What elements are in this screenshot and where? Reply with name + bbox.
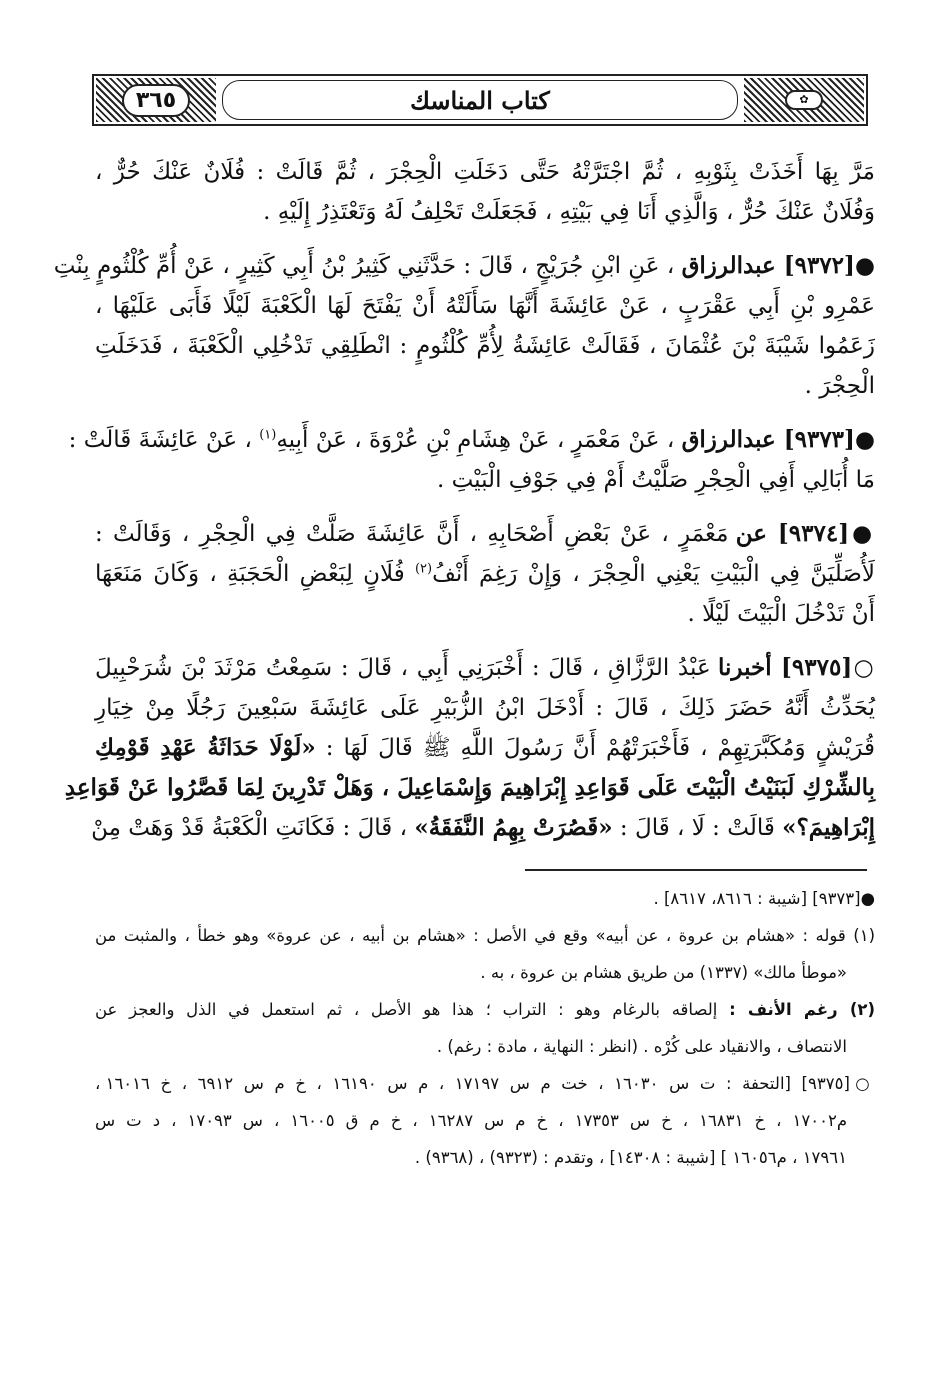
footnote-marker: (١) — [259, 427, 277, 443]
text-segment: قَالَتْ : لَا ، قَالَ : — [612, 815, 783, 841]
paragraph-gap — [95, 232, 875, 246]
footnote-line — [95, 1102, 875, 1139]
text-line — [91, 808, 875, 848]
text-line — [95, 688, 875, 728]
text-segment: ●[٩٣٧٤] عن — [735, 520, 876, 547]
page-header — [92, 74, 868, 126]
book-seal-ornament — [744, 78, 864, 122]
text-segment: بِالشِّرْكِ لَبَنَيْتُ الْبَيْتَ عَلَى قَوَاعِدِ إِبْرَاهِيمَ وَإِسْمَاعِيلَ ، وَهَلْ تَدْرِينَ لِمَا قَصَّرُوا عَنْ قَوَاعِدِ — [64, 774, 875, 801]
text-segment: ○[٩٣٧٥] أخبرنا — [717, 654, 875, 681]
text-line — [64, 768, 875, 808]
footnote-marker: (٢) — [414, 561, 433, 577]
footnote-line — [95, 991, 875, 1028]
text-line — [95, 514, 875, 554]
text-line — [95, 152, 875, 192]
text-segment: عَمْرِو بْنِ أَبِي عَقْرَبٍ ، عَنْ عَائِشَةَ أَنَّهَا سَأَلَتْهُ أَنْ يَفْتَحَ لَهَا الْكَعْبَةَ لَيْلًا فَأَبَى عَلَيْهَا ، — [95, 293, 875, 319]
text-line — [68, 420, 875, 460]
paragraph-gap — [95, 406, 875, 420]
text-segment: (١) قوله : «هشام بن عروة ، عن أبيه» وقع في الأصل : «هشام بن أبيه ، عن عروة» وهو خطأ ، والمثبت من — [95, 926, 875, 945]
text-segment: ، عَنِ ابْنِ جُرَيْجٍ ، قَالَ : حَدَّثَنِي كَثِيرُ بْنُ أَبِي كَثِيرٍ ، عَنْ أُمِّ كُلْثُومٍ بِنْتِ — [53, 253, 682, 279]
text-line — [95, 286, 875, 326]
text-segment: ●[٩٣٧٢] عبدالرزاق — [681, 252, 875, 279]
text-segment: (٢) رغم الأنف : — [729, 1000, 875, 1019]
text-line — [95, 594, 875, 634]
text-segment: مَرَّ بِهَا أَخَذَتْ بِثَوْبِهِ ، ثُمَّ اجْتَرَّتْهُ حَتَّى دَخَلَتِ الْحِجْرَ ، ثُمَّ قَالَتْ : فُلَانٌ عَنْكَ حُرٌّ ، — [95, 159, 875, 185]
footnote-line — [95, 1139, 875, 1176]
text-segment: «قَصُرَتْ بِهِمُ النَّفَقَةُ» — [414, 814, 613, 841]
text-segment: عَبْدُ الرَّزَّاقِ ، قَالَ : أَخْبَرَنِي أَبِي ، قَالَ : سَمِعْتُ مَرْثَدَ بْنَ شُرَحْبِيلَ — [95, 655, 718, 681]
footnote-line — [95, 954, 875, 991]
text-line — [53, 246, 875, 286]
text-line — [95, 728, 875, 768]
footnote-divider — [525, 869, 867, 871]
chapter-title-frame — [222, 80, 738, 120]
footnote-line — [95, 1065, 875, 1102]
text-segment: إلصاقه بالرغام وهو : التراب ؛ هذا هو الأصل ، ثم استعمل في الذل والعجز عن — [95, 1000, 730, 1019]
text-segment: قُرَيْشٍ وَمُكَبَّرَتِهِمْ ، فَأَخْبَرَتْهُمْ أَنَّ رَسُولَ اللَّهِ ﷺ قَالَ لَهَا : — [315, 735, 875, 761]
text-segment: ١٧٩٦١ ، م١٦٠٥٦ ] [شيبة : ١٤٣٠٨] ، وتقدم : (٩٣٢٣) ، (٩٣٦٨) . — [414, 1148, 847, 1167]
text-segment: وَفُلَانٌ عَنْكَ حُرٌّ ، وَالَّذِي أَنَا فِي بَيْتِهِ ، فَجَعَلَتْ تَحْلِفُ لَهُ وَتَعْتَذِرُ إِلَيْهِ . — [263, 199, 875, 225]
text-segment: أَنْ تَدْخُلَ الْبَيْتَ لَيْلًا . — [687, 601, 875, 627]
text-line — [95, 326, 875, 366]
footnote-line — [95, 880, 875, 917]
page-number-ornament — [96, 78, 216, 122]
text-segment: ، قَالَ : فَكَانَتِ الْكَعْبَةُ قَدْ وَهَتْ مِنْ — [91, 815, 415, 841]
text-segment: لَأُصَلِّيَنَّ فِي الْبَيْتِ يَعْنِي الْحِجْرَ ، وَإِنْ رَغِمَ أَنْفُ — [432, 561, 875, 587]
text-segment: «موطأ مالك» (١٣٣٧) من طريق هشام بن عروة ، به . — [480, 963, 847, 982]
text-segment: مَعْمَرٍ ، عَنْ بَعْضِ أَصْحَابِهِ ، أَنَّ عَائِشَةَ صَلَّتْ فِي الْحِجْرِ ، وَقَالَتْ : — [95, 521, 736, 547]
text-segment: ، عَنْ مَعْمَرٍ ، عَنْ هِشَامِ بْنِ عُرْوَةَ ، عَنْ أَبِيهِ — [276, 427, 682, 453]
text-segment: الانتصاف ، والانقياد على كُرْه . (انظر : النهاية ، مادة : رغم) . — [436, 1037, 847, 1056]
text-line — [95, 554, 875, 594]
text-segment: مَا أُبَالِي أَفِي الْحِجْرِ صَلَّيْتُ أَمْ فِي جَوْفِ الْبَيْتِ . — [436, 467, 875, 493]
text-line — [95, 460, 875, 500]
book-seal-logo: ✿ — [785, 90, 822, 110]
footnote-line — [95, 917, 875, 954]
text-segment: م١٧٠٠٢ ، خ ١٦٨٣١ ، خ س ١٧٣٥٣ ، خ م س ١٦٢٨٧ ، خ م ق ١٦٠٠٥ ، س ١٧٠٩٣ ، د ت س — [95, 1111, 848, 1130]
text-segment: يُحَدِّثُ أَنَّهُ حَضَرَ ذَلِكَ ، قَالَ : أَدْخَلَ ابْنُ الزُّبَيْرِ عَلَى عَائِشَةَ سَبْعِينَ رَجُلًا مِنْ خِيَارِ — [95, 695, 875, 721]
page-number: ٣٦٥ — [122, 84, 190, 117]
main-text — [53, 152, 876, 848]
text-segment: ○[٩٣٧٥] [التحفة : ت س ١٦٠٣٠ ، خت م س ١٧١٩٧ ، م س ١٦١٩٠ ، خ م س ٦٩١٢ ، خ ١٦٠١٦ ، — [95, 1074, 875, 1093]
chapter-title: كتاب المناسك — [410, 85, 550, 115]
text-segment: ●[٩٣٧٣] عبدالرزاق — [681, 426, 875, 453]
footnote-line — [95, 1028, 875, 1065]
text-segment: ●[٩٣٧٣] [شيبة : ٨٦١٦، ٨٦١٧] . — [653, 889, 875, 908]
footnotes — [95, 880, 875, 1176]
text-segment: فُلَانٍ لِبَعْضِ الْحَجَبَةِ ، وَكَانَ مَنَعَهَا — [95, 561, 415, 587]
paragraph-gap — [95, 500, 875, 514]
text-segment: الْحِجْرَ . — [804, 373, 875, 399]
text-segment: «لَوْلَا حَدَاثَةُ عَهْدِ قَوْمِكِ — [95, 734, 316, 761]
text-segment: إِبْرَاهِيمَ؟» — [782, 814, 875, 841]
text-line — [95, 648, 875, 688]
text-line — [95, 366, 875, 406]
text-segment: ، عَنْ عَائِشَةَ قَالَتْ : — [68, 427, 260, 453]
text-segment: زَعَمُوا شَيْبَةَ بْنَ عُثْمَانَ ، فَقَالَتْ عَائِشَةُ لِأُمِّ كُلْثُومٍ : انْطَلِقِي تَدْخُلِي الْكَعْبَةَ ، فَدَخَلَتِ — [95, 333, 875, 359]
paragraph-gap — [95, 634, 875, 648]
text-line — [95, 192, 875, 232]
